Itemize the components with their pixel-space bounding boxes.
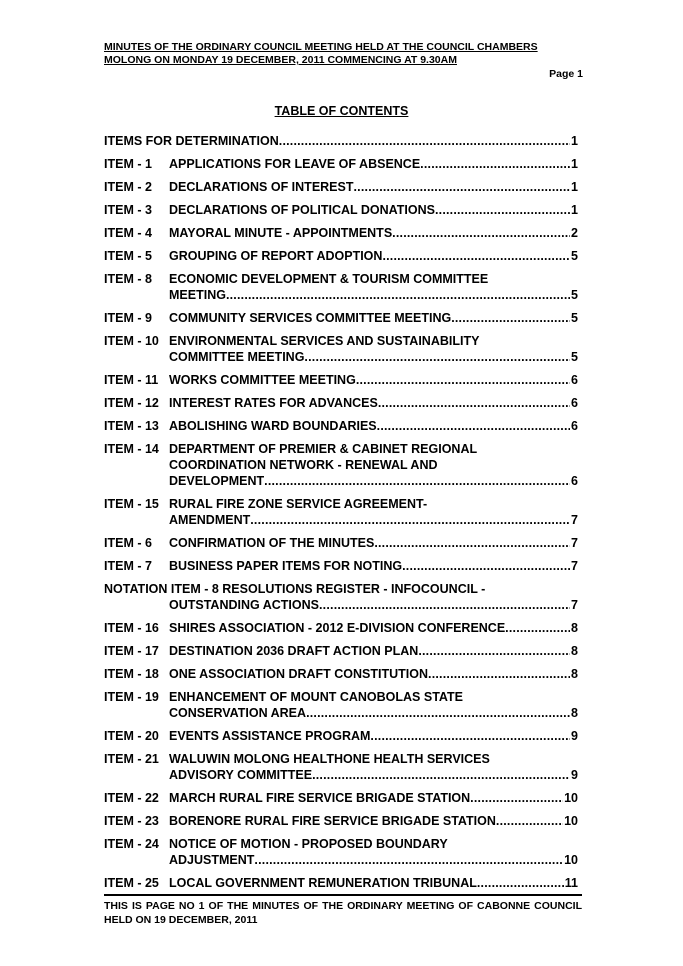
toc-entry-leader-line (169, 287, 578, 303)
toc-entry-leader-line (169, 643, 578, 659)
toc-entry (104, 620, 578, 636)
toc-entry (104, 581, 578, 613)
toc-entry-number: ITEM - 11 (104, 373, 159, 387)
toc-entry (104, 813, 578, 829)
toc-entry-title-line: RURAL FIRE ZONE SERVICE AGREEMENT- (169, 497, 428, 511)
toc-entry (104, 836, 578, 868)
toc-entry-leader-line (169, 558, 578, 574)
toc-entry (104, 441, 578, 489)
dot-leader (306, 705, 570, 721)
toc-entry (104, 179, 578, 195)
toc-entry-leader-line (169, 790, 578, 806)
toc-entry-leader-line (169, 535, 578, 551)
header-line-2: MOLONG ON MONDAY 19 DECEMBER, 2011 COMMENCING AT 9.30AM (104, 54, 457, 66)
dot-leader (279, 133, 570, 149)
toc-entry-leader-line (169, 875, 578, 891)
toc-entry-page: 5 (571, 249, 578, 263)
toc-entry-number: ITEM - 17 (104, 644, 159, 658)
toc-entry (104, 133, 578, 149)
dot-leader (374, 535, 570, 551)
dot-leader (470, 790, 563, 806)
toc-entry-leader-line (169, 473, 578, 489)
toc-entry-page: 10 (564, 814, 578, 828)
toc-entry-leader-line (169, 310, 578, 326)
toc-entry-title-line: COORDINATION NETWORK - RENEWAL AND (169, 458, 438, 472)
toc-entry (104, 875, 578, 891)
toc-entry-leader-line (169, 852, 578, 868)
toc-entry (104, 666, 578, 682)
toc-entry-title: ABOLISHING WARD BOUNDARIES (169, 419, 377, 433)
toc-entry-number: ITEM - 14 (104, 442, 159, 456)
toc-entry (104, 395, 578, 411)
toc-entry-title: CONSERVATION AREA (169, 706, 307, 720)
toc-entry-number: ITEM - 6 (104, 536, 152, 550)
toc-entry-title: ITEMS FOR DETERMINATION (104, 134, 279, 148)
toc-entry (104, 496, 578, 528)
toc-entry-title: OUTSTANDING ACTIONS (169, 598, 319, 612)
toc-entry-title-line: DEPARTMENT OF PREMIER & CABINET REGIONAL (169, 442, 478, 456)
toc-entry-leader-line (169, 248, 578, 264)
toc-entry-title: COMMITTEE MEETING (169, 350, 305, 364)
header-line-1: MINUTES OF THE ORDINARY COUNCIL MEETING HELD AT THE COUNCIL CHAMBERS (104, 41, 538, 53)
toc-entry-title-line: ECONOMIC DEVELOPMENT & TOURISM COMMITTEE (169, 272, 489, 286)
toc-entry (104, 225, 578, 241)
toc-entry-title: ADJUSTMENT (169, 853, 255, 867)
toc-entry-number: ITEM - 16 (104, 621, 159, 635)
dot-leader (304, 349, 570, 365)
toc-entry-page: 7 (571, 536, 578, 550)
toc-entry-title: EVENTS ASSISTANCE PROGRAM (169, 729, 371, 743)
toc-entry-page: 8 (571, 667, 578, 681)
toc-entry-number: ITEM - 22 (104, 791, 159, 805)
toc-entry-page: 7 (571, 559, 578, 573)
toc-entry-leader-line (169, 620, 578, 636)
toc-entry-title: DEVELOPMENT (169, 474, 265, 488)
toc-entry-page: 2 (571, 226, 578, 240)
toc-entry-number: ITEM - 7 (104, 559, 152, 573)
dot-leader (312, 767, 570, 783)
toc-entry-number: ITEM - 8 (104, 272, 152, 286)
toc-entry-title: ONE ASSOCIATION DRAFT CONSTITUTION (169, 667, 429, 681)
toc-entry-number: ITEM - 2 (104, 180, 152, 194)
toc-entry-title-line: NOTICE OF MOTION - PROPOSED BOUNDARY (169, 837, 448, 851)
toc-entry-page: 8 (571, 706, 578, 720)
toc-entry-title: SHIRES ASSOCIATION - 2012 E-DIVISION CONFERENCE (169, 621, 506, 635)
toc-entry-page: 11 (564, 876, 578, 890)
toc-entry (104, 248, 578, 264)
toc-entry-page: 5 (571, 288, 578, 302)
toc-entry-page: 8 (571, 621, 578, 635)
dot-leader (435, 202, 570, 218)
dot-leader (392, 225, 570, 241)
toc-entry (104, 689, 578, 721)
toc-entry-page: 7 (571, 513, 578, 527)
toc-title: TABLE OF CONTENTS (274, 104, 409, 118)
toc-entry (104, 643, 578, 659)
toc-entry-title: CONFIRMATION OF THE MINUTES (169, 536, 375, 550)
toc-entry-title-line: ENHANCEMENT OF MOUNT CANOBOLAS STATE (169, 690, 463, 704)
dot-leader (428, 666, 570, 682)
toc-entry-title: APPLICATIONS FOR LEAVE OF ABSENCE (169, 157, 421, 171)
toc-entry-title: MARCH RURAL FIRE SERVICE BRIGADE STATION (169, 791, 471, 805)
toc-entry-leader-line (169, 225, 578, 241)
dot-leader (250, 512, 570, 528)
dot-leader (382, 248, 570, 264)
toc-entry-title-line: NOTATION ITEM - 8 RESOLUTIONS REGISTER - INFOCOUNCIL - (104, 582, 486, 596)
page-footer: THIS IS PAGE NO 1 OF THE MINUTES OF THE ORDINARY MEETING OF CABONNE COUNCIL HELD ON 19 DECEMBER, 2011 (104, 900, 582, 926)
dot-leader (505, 620, 570, 636)
toc-entry-leader-line (169, 349, 578, 365)
toc-entry (104, 558, 578, 574)
toc-entry-title: DESTINATION 2036 DRAFT ACTION PLAN (169, 644, 419, 658)
toc-entry-leader-line (169, 418, 578, 434)
toc-entry-title: DECLARATIONS OF POLITICAL DONATIONS (169, 203, 435, 217)
toc-entry-page: 1 (571, 134, 578, 148)
toc-entry-title-line: WALUWIN MOLONG HEALTHONE HEALTH SERVICES (169, 752, 490, 766)
toc-entry-title: MEETING (169, 288, 226, 302)
toc-entry-page: 8 (571, 644, 578, 658)
toc-entry-number: ITEM - 20 (104, 729, 159, 743)
toc-entry-title: WORKS COMMITTEE MEETING (169, 373, 356, 387)
toc-entry-number: ITEM - 13 (104, 419, 159, 433)
document-header (104, 41, 582, 67)
toc-entry-leader-line (169, 395, 578, 411)
toc-entry-title: GROUPING OF REPORT ADOPTION (169, 249, 383, 263)
footer-divider (104, 894, 582, 896)
toc-entry-title: MAYORAL MINUTE - APPOINTMENTS (169, 226, 393, 240)
toc-entry (104, 202, 578, 218)
dot-leader (226, 287, 570, 303)
toc-entry-number: ITEM - 25 (104, 876, 159, 890)
dot-leader (354, 179, 571, 195)
dot-leader (356, 372, 570, 388)
toc-entry-page: 10 (564, 791, 578, 805)
toc-entry-title: INTEREST RATES FOR ADVANCES (169, 396, 378, 410)
toc-entry-leader-line (169, 179, 578, 195)
toc-entry-title: BORENORE RURAL FIRE SERVICE BRIGADE STATION (169, 814, 496, 828)
toc-entry-leader-line (169, 372, 578, 388)
toc-entry (104, 310, 578, 326)
dot-leader (377, 418, 570, 434)
toc-entry-page: 1 (571, 157, 578, 171)
dot-leader (496, 813, 563, 829)
dot-leader (418, 643, 570, 659)
dot-leader (319, 597, 570, 613)
toc-entry-title-line: ENVIRONMENTAL SERVICES AND SUSTAINABILITY (169, 334, 480, 348)
toc-entry-leader-line (169, 512, 578, 528)
toc-entry-page: 10 (564, 853, 578, 867)
toc-entry-page: 9 (571, 768, 578, 782)
toc-entry-leader-line (169, 728, 578, 744)
toc-entry-page: 6 (571, 419, 578, 433)
toc-entry-leader-line (169, 156, 578, 172)
toc-entry-number: ITEM - 9 (104, 311, 152, 325)
toc-entry-page: 5 (571, 350, 578, 364)
toc-entry-leader-line (169, 705, 578, 721)
toc-entry-page: 5 (571, 311, 578, 325)
toc-entry-title: LOCAL GOVERNMENT REMUNERATION TRIBUNAL (169, 876, 477, 890)
toc-entry (104, 790, 578, 806)
page-number: Page 1 (549, 68, 583, 80)
toc-entry-page: 6 (571, 396, 578, 410)
dot-leader (370, 728, 570, 744)
toc-entry-number: ITEM - 15 (104, 497, 159, 511)
toc-entry (104, 751, 578, 783)
toc-entry (104, 372, 578, 388)
toc-entry-leader-line (169, 767, 578, 783)
dot-leader (378, 395, 570, 411)
toc-entry-number: ITEM - 3 (104, 203, 152, 217)
dot-leader (402, 558, 570, 574)
toc-entry (104, 535, 578, 551)
toc-entry (104, 333, 578, 365)
toc-entry-number: ITEM - 19 (104, 690, 159, 704)
toc-entry-page: 1 (571, 180, 578, 194)
toc-entry-number: ITEM - 24 (104, 837, 159, 851)
toc-entry-page: 6 (571, 474, 578, 488)
toc-entry-number: ITEM - 18 (104, 667, 159, 681)
dot-leader (420, 156, 570, 172)
toc-entry-leader-line (104, 133, 578, 149)
toc-entry-number: ITEM - 5 (104, 249, 152, 263)
toc-entry-leader-line (169, 813, 578, 829)
toc-entry-number: ITEM - 23 (104, 814, 159, 828)
toc-entry-number: ITEM - 21 (104, 752, 159, 766)
toc-entry-leader-line (169, 666, 578, 682)
toc-entry-page: 9 (571, 729, 578, 743)
toc-entry-leader-line (169, 597, 578, 613)
toc-entry-title: DECLARATIONS OF INTEREST (169, 180, 354, 194)
toc-entry-page: 6 (571, 373, 578, 387)
dot-leader (254, 852, 563, 868)
toc-entry (104, 728, 578, 744)
toc-entry (104, 271, 578, 303)
toc-entry-title: BUSINESS PAPER ITEMS FOR NOTING (169, 559, 403, 573)
dot-leader (477, 875, 564, 891)
toc-entry (104, 156, 578, 172)
toc-entry-number: ITEM - 1 (104, 157, 152, 171)
toc-entry-number: ITEM - 10 (104, 334, 159, 348)
toc-entry-page: 1 (571, 203, 578, 217)
dot-leader (264, 473, 570, 489)
toc-entry-page: 7 (571, 598, 578, 612)
toc-entry-leader-line (169, 202, 578, 218)
toc-entry-title: COMMUNITY SERVICES COMMITTEE MEETING (169, 311, 452, 325)
toc-entry-title: AMENDMENT (169, 513, 251, 527)
table-of-contents (104, 133, 578, 898)
dot-leader (451, 310, 570, 326)
toc-entry-title: ADVISORY COMMITTEE (169, 768, 313, 782)
toc-entry (104, 418, 578, 434)
toc-entry-number: ITEM - 12 (104, 396, 159, 410)
toc-entry-number: ITEM - 4 (104, 226, 152, 240)
